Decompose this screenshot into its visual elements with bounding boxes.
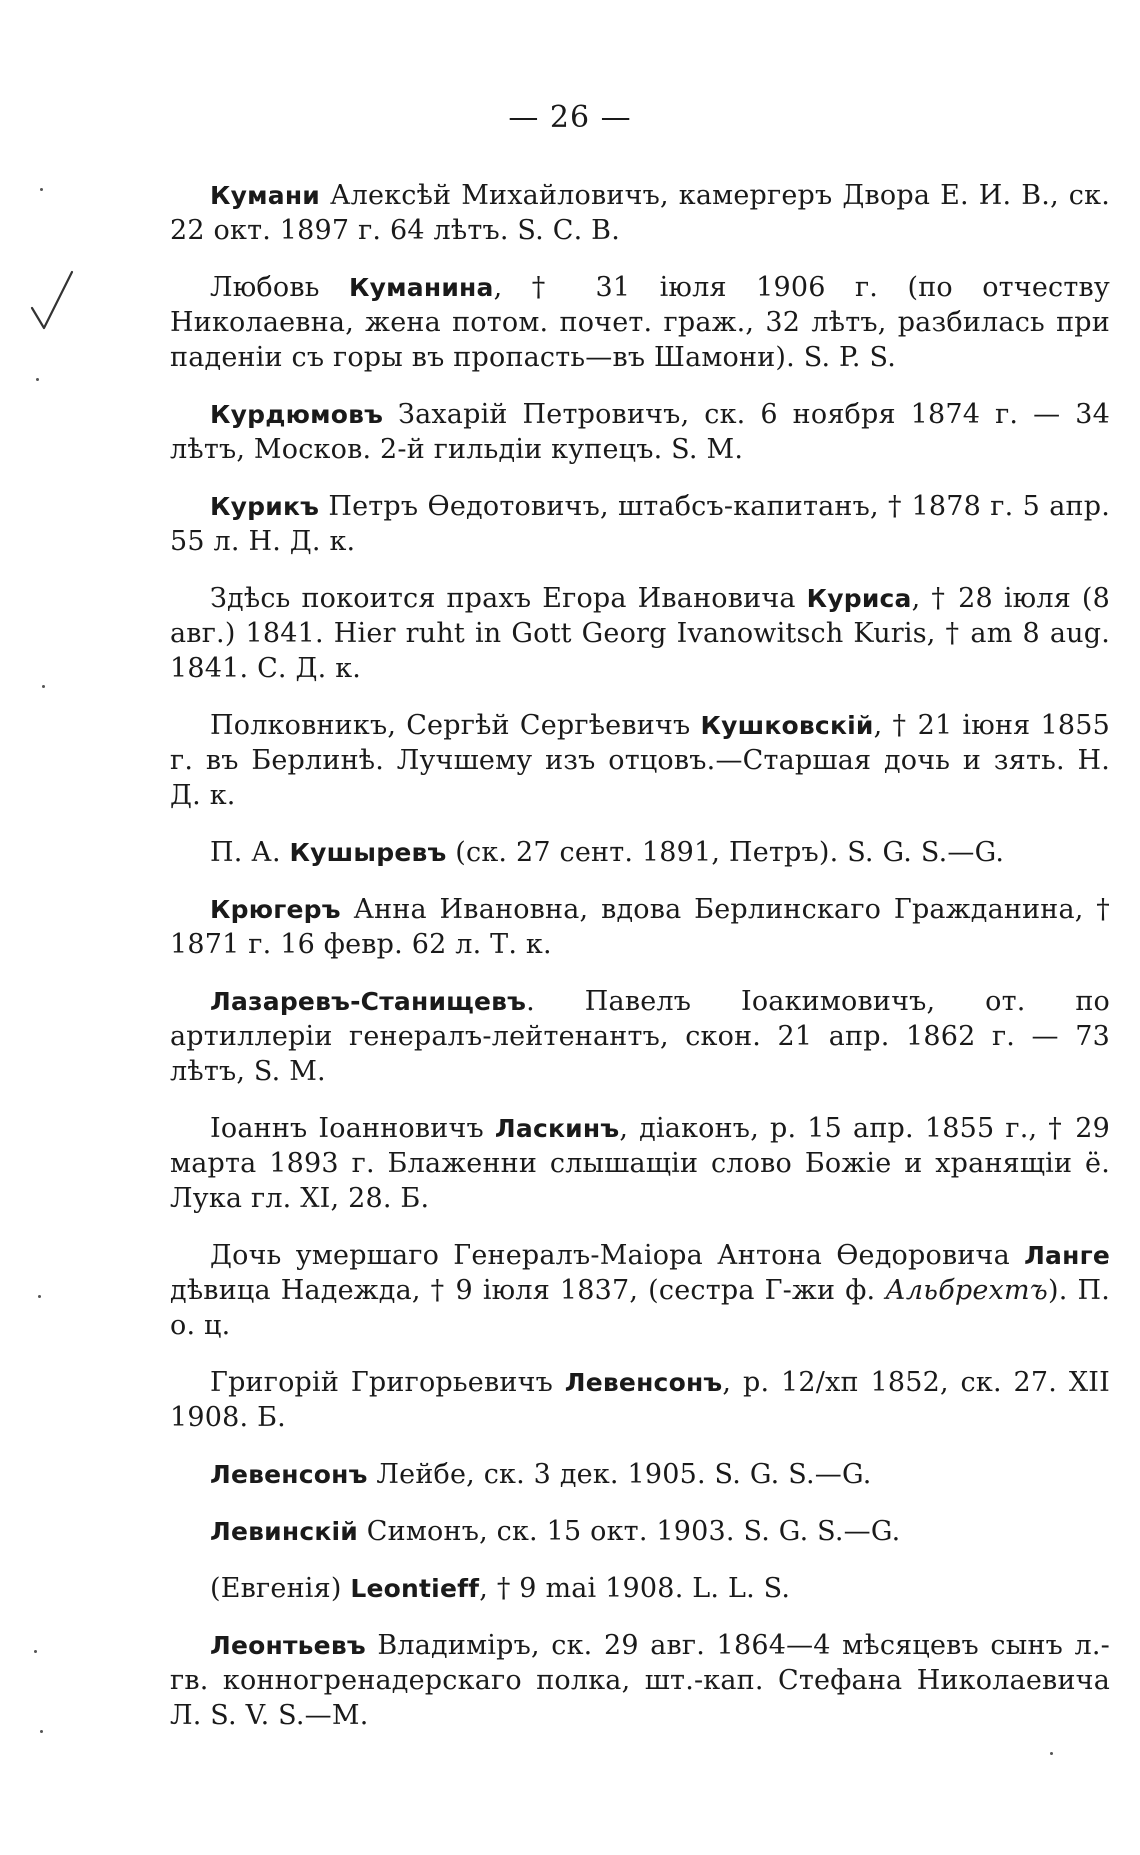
entry-text: . Павелъ Іоакимовичъ, от. по артиллеріи генералъ-лейтенантъ, скон. 21 апр. 1862 г. — 73 лѣтъ, S. М. — [170, 986, 1110, 1087]
entry-paragraph — [170, 1457, 1110, 1492]
entry-paragraph — [170, 581, 1110, 686]
entry-text: Захарій Петровичъ, ск. 6 ноября 1874 г. — 34 лѣтъ, Москов. 2-й гильдіи купецъ. S. М. — [170, 399, 1110, 465]
entry-text: Іоаннъ Іоанновичъ — [210, 1113, 495, 1144]
entry-text: (Евгенія) — [210, 1573, 351, 1604]
entries-list — [170, 178, 1110, 1755]
entry-surname: Ласкинъ — [494, 1114, 620, 1143]
entry-surname: Leontieff — [350, 1574, 480, 1603]
entry-surname: Левенсонъ — [210, 1460, 368, 1489]
ink-speck — [40, 188, 43, 191]
entry-text: Владиміръ, ск. 29 авг. 1864—4 мѣсяцевъ сынъ л.-гв. конногренадерскаго полка, шт.-кап. Стефана Николаевича Л. S. V. S.—М. — [170, 1630, 1110, 1731]
entry-text: Любовь — [210, 272, 350, 303]
checkmark-icon — [28, 268, 76, 334]
entry-paragraph — [170, 835, 1110, 870]
entry-text: Лейбе, ск. 3 дек. 1905. S. G. S.—G. — [367, 1459, 872, 1490]
entry-text: , † 31 іюля 1906 г. (по отчеству Николаевна, жена потом. почет. граж., 32 лѣтъ, разбилась при паденіи съ горы въ пропасть—въ Шамони). S. P. S. — [170, 272, 1110, 373]
entry-surname: Курдюмовъ — [210, 400, 384, 429]
entry-surname: Крюгеръ — [210, 895, 341, 924]
entry-paragraph — [170, 708, 1110, 813]
entry-surname: Леонтьевъ — [210, 1631, 366, 1660]
entry-paragraph — [170, 397, 1110, 467]
ink-speck — [42, 685, 45, 688]
entry-paragraph — [170, 270, 1110, 375]
page-number: — 26 — — [508, 100, 632, 135]
entry-text: Анна Ивановна, вдова Берлинскаго Гражданина, † 1871 г. 16 февр. 62 л. Т. к. — [170, 894, 1110, 960]
entry-text: , † 28 іюля (8 авг.) 1841. Hier ruht in Gott Georg Ivanowitsch Kuris, † am 8 aug. 1841. С. Д. к. — [170, 583, 1110, 684]
entry-text: П. А. — [210, 837, 290, 868]
entry-paragraph — [170, 1238, 1110, 1343]
ink-speck — [38, 1295, 41, 1298]
entry-text: , † 9 mai 1908. L. L. S. — [479, 1573, 791, 1604]
ink-speck — [36, 378, 39, 381]
entry-paragraph — [170, 1111, 1110, 1216]
entry-text: Григорій Григорьевичъ — [210, 1367, 565, 1398]
entry-text: Полковникъ, Сергѣй Сергѣевичъ — [210, 710, 701, 741]
entry-text: , † 21 іюня 1855 г. въ Берлинѣ. Лучшему изъ отцовъ.—Старшая дочь и зять. Н. Д. к. — [170, 710, 1110, 811]
entry-surname: Кумани — [210, 181, 321, 210]
entry-text: Петръ Ѳедотовичъ, штабсъ-капитанъ, † 1878 г. 5 апр. 55 л. Н. Д. к. — [170, 491, 1110, 557]
entry-paragraph — [170, 489, 1110, 559]
entry-text: дѣвица Надежда, † 9 іюля 1837, (сестра Г-жи ф. — [170, 1275, 886, 1306]
entry-paragraph — [170, 1514, 1110, 1549]
entry-text: Симонъ, ск. 15 окт. 1903. S. G. S.—G. — [358, 1516, 901, 1547]
entry-surname: Кушковскій — [700, 711, 874, 740]
entry-surname: Кушыревъ — [289, 838, 447, 867]
entry-text: , р. 12/хп 1852, ск. 27. ХII 1908. Б. — [170, 1367, 1110, 1433]
entry-paragraph — [170, 984, 1110, 1089]
entry-text: Алексѣй Михайловичъ, камергеръ Двора Е. И. В., ск. 22 окт. 1897 г. 64 лѣтъ. S. С. В. — [170, 180, 1110, 246]
entry-surname: Ланге — [1024, 1241, 1110, 1270]
entry-paragraph — [170, 1628, 1110, 1733]
entry-surname: Левинскій — [210, 1517, 359, 1546]
entry-paragraph — [170, 1365, 1110, 1435]
entry-text: ). П. о. ц. — [170, 1275, 1110, 1341]
entry-surname: Курикъ — [210, 492, 320, 521]
entry-paragraph — [170, 1571, 1110, 1606]
entry-italic-text: Альбрехтъ — [885, 1275, 1048, 1306]
entry-text: Здѣсь покоится прахъ Егора Ивановича — [210, 583, 807, 614]
entry-text: Дочь умершаго Генералъ-Маіора Антона Ѳедоровича — [210, 1240, 1025, 1271]
entry-surname: Левенсонъ — [564, 1368, 723, 1397]
entry-paragraph — [170, 178, 1110, 248]
ink-speck — [34, 1650, 37, 1653]
entry-paragraph — [170, 892, 1110, 962]
entry-text: , діаконъ, р. 15 апр. 1855 г., † 29 марта 1893 г. Блаженни слышащіи слово Божіе и хранящіи ё. Лука гл. XI, 28. Б. — [170, 1113, 1110, 1214]
entry-surname: Куманина — [349, 273, 494, 302]
ink-speck — [40, 1730, 43, 1733]
entry-surname: Куриса — [806, 584, 912, 613]
entry-surname: Лазаревъ-Станищевъ — [210, 987, 527, 1016]
entry-text: (ск. 27 сент. 1891, Петръ). S. G. S.—G. — [446, 837, 1005, 868]
